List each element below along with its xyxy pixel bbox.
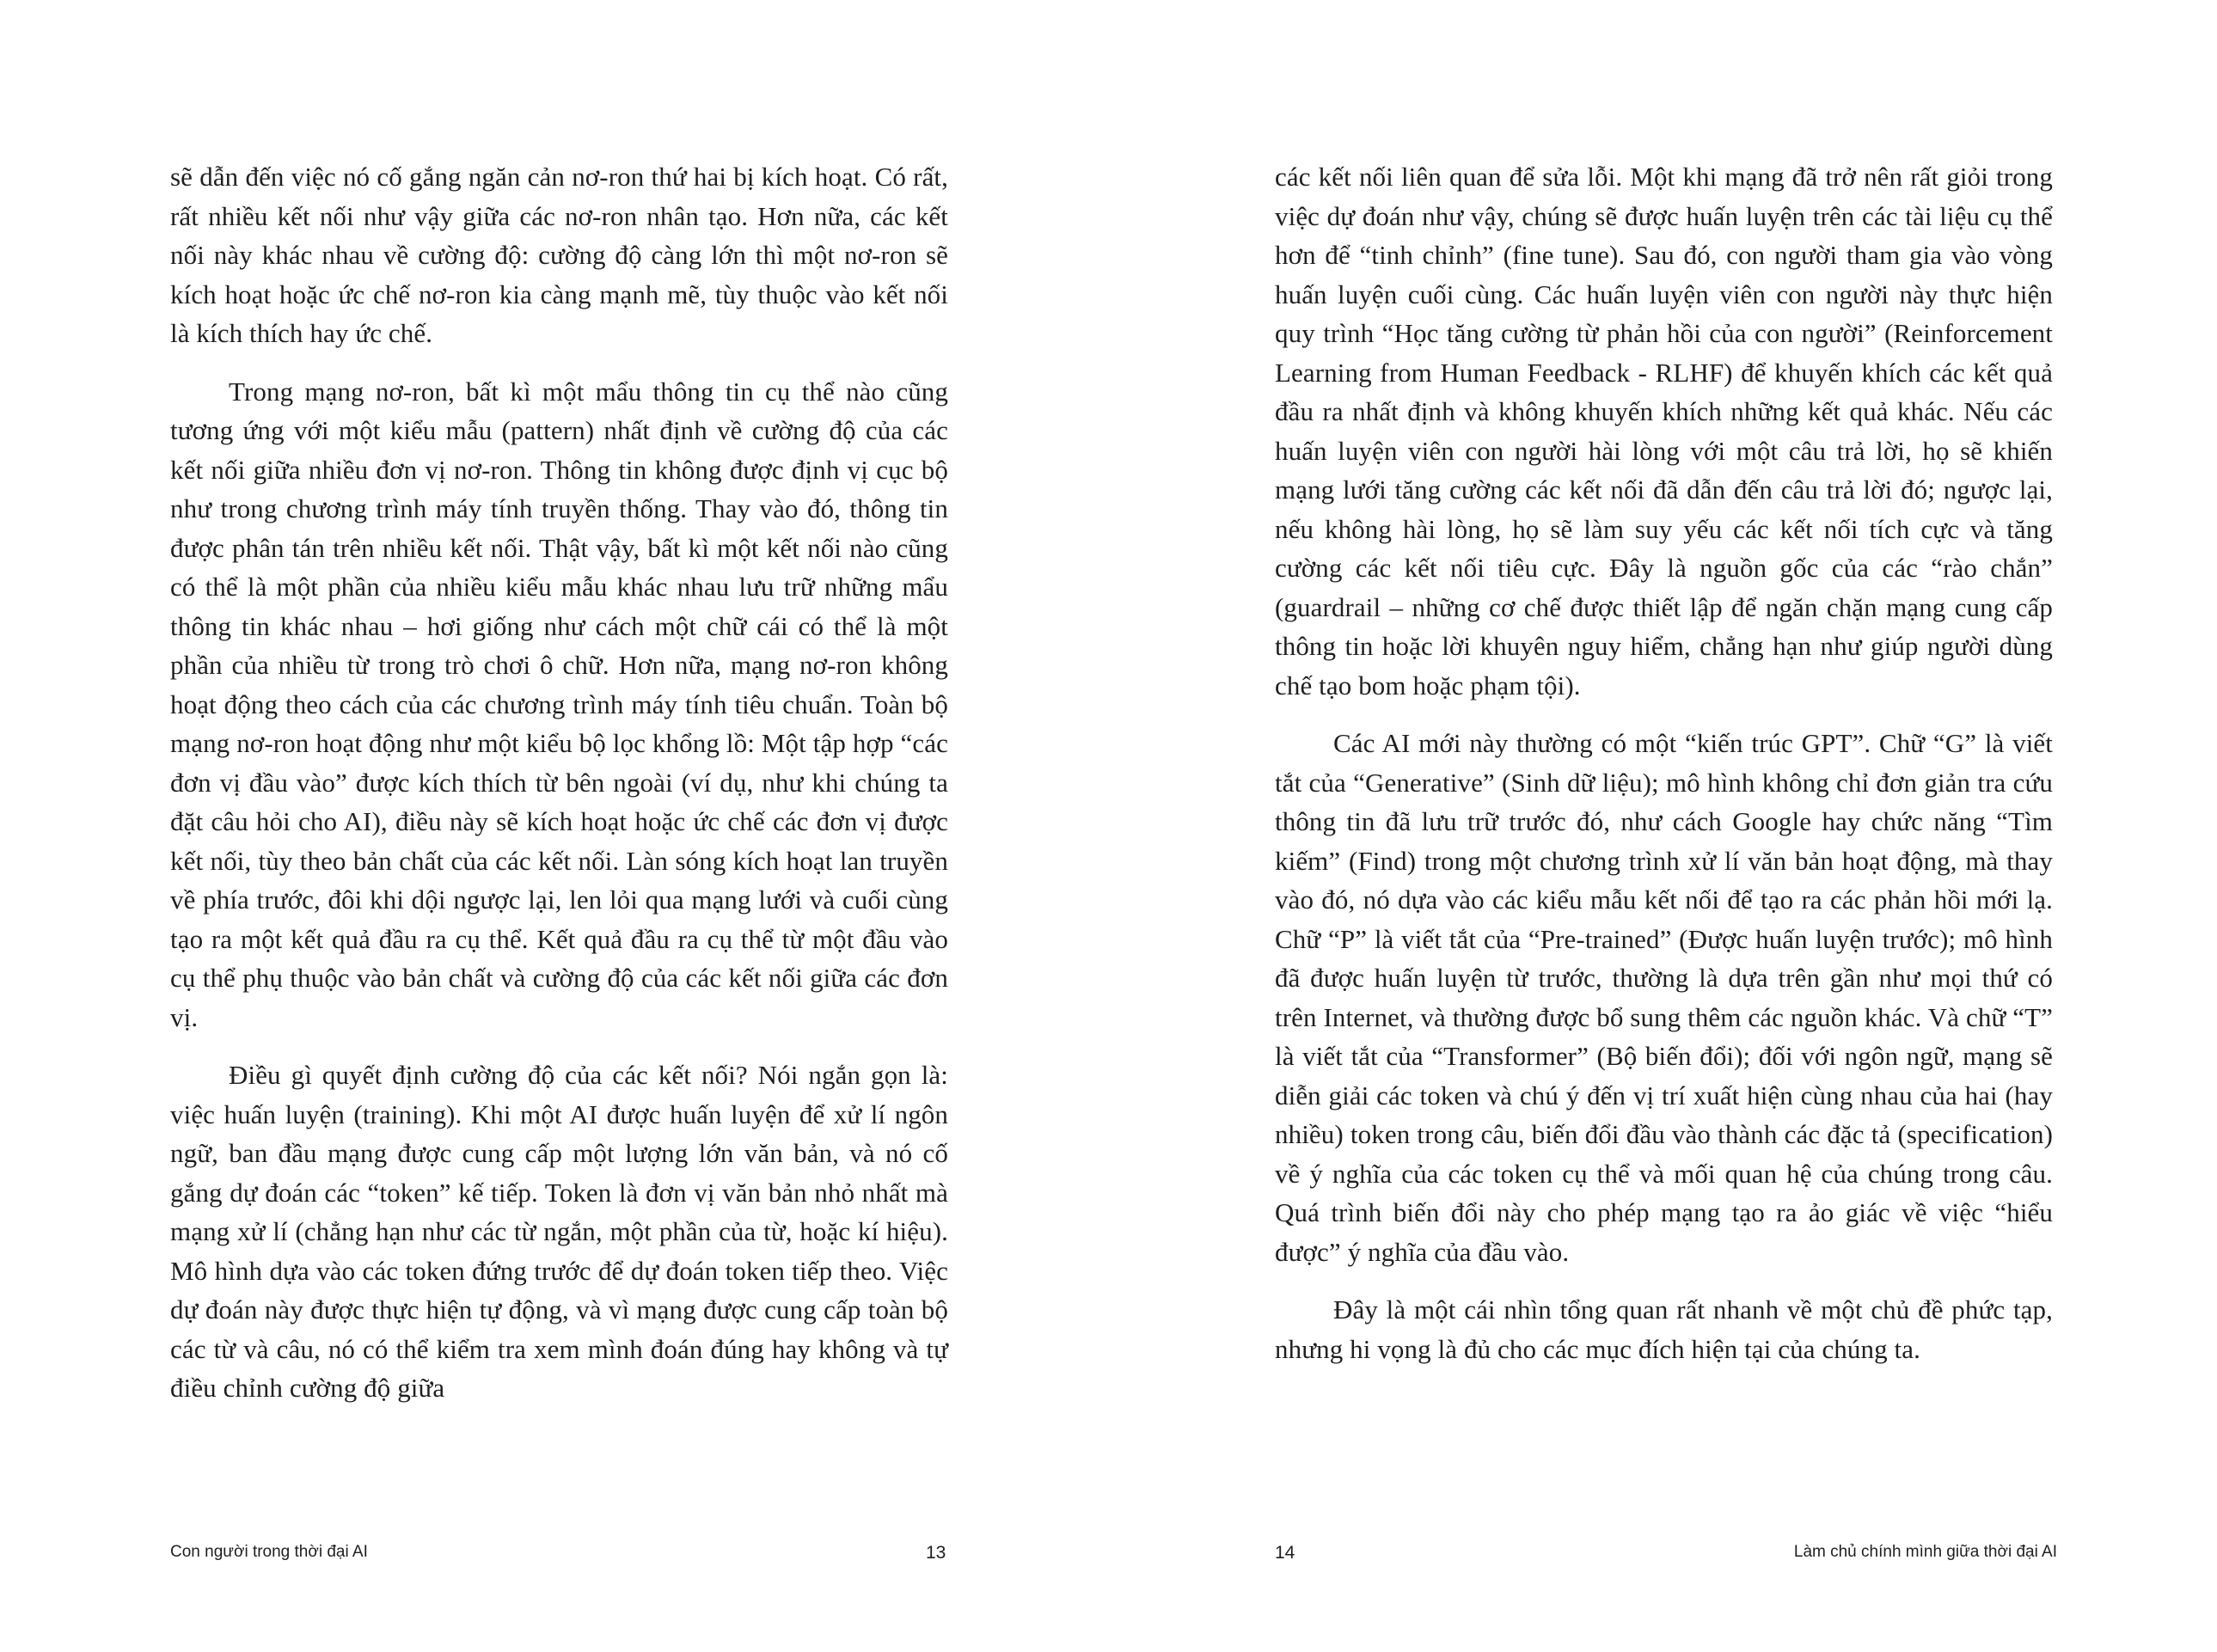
running-footer-title: Con người trong thời đại AI [170,1543,368,1561]
page-number: 13 [926,1543,946,1563]
paragraph: Trong mạng nơ-ron, bất kì một mẩu thông tin cụ thể nào cũng tương ứng với một kiểu mẫu (pattern) nhất định về cường độ của các kết nối giữa nhiều đơn vị nơ-ron. Thông tin không được định vị cục bộ như trong chương trình máy tính truyền thống. Thay vào đó, thông tin được phân tán trên nhiều kết nối. Thật vậy, bất kì một kết nối nào cũng có thể là một phần của nhiều kiểu mẫu khác nhau lưu trữ những mẩu thông tin khác nhau – hơi giống như cách một chữ cái có thể là một phần của nhiều từ trong trò chơi ô chữ. Hơn nữa, mạng nơ-ron không hoạt động theo cách của các chương trình máy tính tiêu chuẩn. Toàn bộ mạng nơ-ron hoạt động như một kiểu bộ lọc khổng lồ: Một tập hợp “các đơn vị đầu vào” được kích thích từ bên ngoài (ví dụ, như khi chúng ta đặt câu hỏi cho AI), điều này sẽ kích hoạt hoặc ức chế các đơn vị được kết nối, tùy theo bản chất của các kết nối. Làn sóng kích hoạt lan truyền về phía trước, đôi khi dội ngược lại, len lỏi qua mạng lưới và cuối cùng tạo ra một kết quả đầu ra cụ thể. Kết quả đầu ra cụ thể từ một đầu vào cụ thể phụ thuộc vào bản chất và cường độ của các kết nối giữa các đơn vị. [170,376,948,1032]
right-page [1108,0,2217,1652]
left-page-body [170,157,948,1427]
paragraph: Điều gì quyết định cường độ của các kết nối? Nói ngắn gọn là: việc huấn luyện (training). Khi một AI được huấn luyện để xử lí ngôn ngữ, ban đầu mạng được cung cấp một lượng lớn văn bản, và nó cố gắng dự đoán các “token” kế tiếp. Token là đơn vị văn bản nhỏ nhất mà mạng xử lí (chẳng hạn như các từ ngắn, một phần của từ, hoặc kí hiệu). Mô hình dựa vào các token đứng trước để dự đoán token tiếp theo. Việc dự đoán này được thực hiện tự động, và vì mạng được cung cấp toàn bộ các từ và câu, nó có thể kiểm tra xem mình đoán đúng hay không và tự điều chỉnh cường độ giữa [170,1060,948,1403]
paragraph: Các AI mới này thường có một “kiến trúc GPT”. Chữ “G” là viết tắt của “Generative” (Sinh dữ liệu); mô hình không chỉ đơn giản tra cứu thông tin đã lưu trữ trước đó, như cách Google hay chức năng “Tìm kiếm” (Find) trong một chương trình xử lí văn bản hoạt động, mà thay vào đó, nó dựa vào các kiểu mẫu kết nối để tạo ra các phản hồi mới lạ. Chữ “P” là viết tắt của “Pre-trained” (Được huấn luyện trước); mô hình đã được huấn luyện từ trước, thường là dựa trên gần như mọi thứ có trên Internet, và thường được bổ sung thêm các nguồn khác. Và chữ “T” là viết tắt của “Transformer” (Bộ biến đổi); đối với ngôn ngữ, mạng sẽ diễn giải các token và chú ý đến vị trí xuất hiện cùng nhau của hai (hay nhiều) token trong câu, biến đổi đầu vào thành các đặc tả (specification) về ý nghĩa của các token cụ thể và mối quan hệ của chúng trong câu. Quá trình biến đổi này cho phép mạng tạo ra ảo giác về việc “hiểu được” ý nghĩa của đầu vào. [1275,728,2053,1267]
right-page-body [1275,157,2053,1387]
paragraph: sẽ dẫn đến việc nó cố gắng ngăn cản nơ-ron thứ hai bị kích hoạt. Có rất, rất nhiều kết nối như vậy giữa các nơ-ron nhân tạo. Hơn nữa, các kết nối này khác nhau về cường độ: cường độ càng lớn thì một nơ-ron sẽ kích hoạt hoặc ức chế nơ-ron kia càng mạnh mẽ, tùy thuộc vào kết nối là kích thích hay ức chế. [170,162,948,348]
paragraph: các kết nối liên quan để sửa lỗi. Một khi mạng đã trở nên rất giỏi trong việc dự đoán như vậy, chúng sẽ được huấn luyện trên các tài liệu cụ thể hơn để “tinh chỉnh” (fine tune). Sau đó, con người tham gia vào vòng huấn luyện cuối cùng. Các huấn luyện viên con người này thực hiện quy trình “Học tăng cường từ phản hồi của con người” (Reinforcement Learning from Human Feedback - RLHF) để khuyến khích các kết quả đầu ra nhất định và không khuyến khích những kết quả khác. Nếu các huấn luyện viên con người hài lòng với một câu trả lời, họ sẽ khiến mạng lưới tăng cường các kết nối đã dẫn đến câu trả lời đó; ngược lại, nếu không hài lòng, họ sẽ làm suy yếu các kết nối tích cực và tăng cường các kết nối tiêu cực. Đây là nguồn gốc của các “rào chắn” (guardrail – những cơ chế được thiết lập để ngăn chặn mạng cung cấp thông tin hoặc lời khuyên nguy hiểm, chẳng hạn như giúp người dùng chế tạo bom hoặc phạm tội). [1275,162,2053,701]
page-number: 14 [1275,1543,1295,1563]
paragraph: Đây là một cái nhìn tổng quan rất nhanh về một chủ đề phức tạp, nhưng hi vọng là đủ cho các mục đích hiện tại của chúng ta. [1275,1294,2053,1364]
running-footer-title: Làm chủ chính mình giữa thời đại AI [1793,1543,2057,1561]
left-page [0,0,1108,1652]
